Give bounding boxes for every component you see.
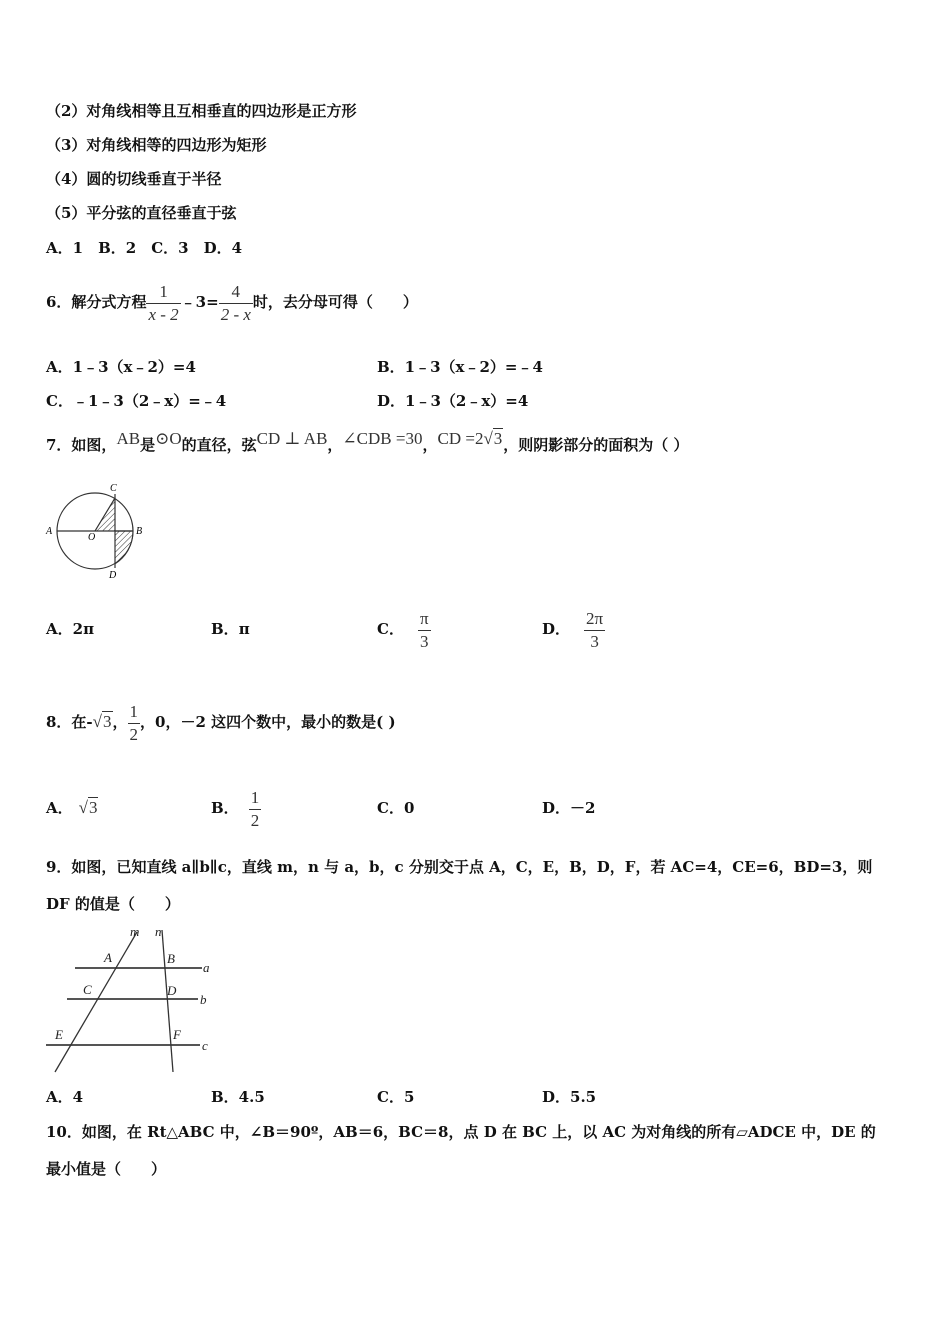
q6-stem bbox=[46, 280, 418, 325]
q8-option-a-label: A． bbox=[46, 799, 73, 817]
q9-label-m: m bbox=[130, 924, 140, 939]
q7-suffix: ，则阴影部分的面积为（ ） bbox=[503, 436, 689, 454]
q9-stem-line-1: 9．如图，已知直线 a∥b∥c，直线 m，n 与 a，b，c 分别交于点 A，C，E，B，D，F，若 AC=4，CE=6，BD=3，则 bbox=[46, 858, 873, 876]
q9-label-line-c: c bbox=[202, 1038, 208, 1053]
q7-option-d-fraction bbox=[584, 609, 605, 652]
q7-stem bbox=[46, 430, 689, 460]
q8-sqrt: √3 bbox=[92, 712, 112, 731]
q7-option-a-label: A． bbox=[46, 620, 73, 638]
q7-option-d-numerator: 2π bbox=[586, 608, 604, 628]
q9-label-line-b: b bbox=[200, 992, 207, 1007]
q7-text-4: ， bbox=[422, 436, 438, 454]
q7-option-b-value: π bbox=[238, 620, 250, 638]
q7-math-ab: AB bbox=[116, 429, 141, 448]
q8-comma: ， bbox=[112, 713, 128, 731]
q9-option-d: D．5.5 bbox=[542, 1088, 597, 1106]
q9-option-b: B．4.5 bbox=[211, 1088, 265, 1106]
q6-fraction-1 bbox=[146, 282, 180, 325]
q8-fraction-denominator: 2 bbox=[129, 724, 139, 744]
q7-option-b bbox=[211, 619, 250, 639]
q9-line-m bbox=[55, 932, 137, 1072]
q6-fraction-2-numerator: 4 bbox=[231, 281, 241, 301]
q7-text-3: ， bbox=[327, 436, 343, 454]
q7-circle-figure bbox=[40, 480, 150, 580]
q8-option-c: C．0 bbox=[377, 799, 415, 817]
q9-label-f-point: F bbox=[173, 1027, 181, 1042]
q7-option-d-denominator: 3 bbox=[584, 630, 605, 652]
q8-option-d: D．－2 bbox=[542, 799, 596, 817]
q8-fraction-numerator: 1 bbox=[129, 701, 139, 721]
q7-option-c bbox=[377, 593, 431, 665]
q7-label-a: A bbox=[46, 526, 53, 537]
q7-option-c-denominator: 3 bbox=[418, 630, 431, 652]
q9-label-c-point: C bbox=[83, 982, 92, 997]
q7-label-o: O bbox=[88, 532, 96, 543]
q7-cd-coefficient: CD =2 bbox=[437, 429, 484, 448]
q8-stem bbox=[46, 690, 396, 754]
q9-label-d-point: D bbox=[167, 983, 177, 998]
q9-label-line-a: a bbox=[203, 960, 210, 975]
q6-fraction-2-denominator: 2 - x bbox=[220, 304, 251, 324]
q8-sqrt-radicand: 3 bbox=[103, 712, 112, 731]
q7-option-c-label: C． bbox=[377, 620, 404, 638]
q7-label-d: D bbox=[109, 570, 117, 580]
q7-sqrt: √3 bbox=[483, 429, 503, 448]
q7-math-perpendicular: CD ⊥ AB bbox=[256, 429, 328, 448]
q5-statement-3: （3）对角线相等的四边形为矩形 bbox=[46, 136, 267, 154]
q6-mid: ﹣3= bbox=[180, 293, 219, 311]
q10-stem-line-2: 最小值是（ ） bbox=[46, 1160, 167, 1178]
q5-statement-5: （5）平分弦的直径垂直于弦 bbox=[46, 204, 237, 222]
q6-prefix: 6．解分式方程 bbox=[46, 293, 147, 311]
q8-option-a-radicand: 3 bbox=[88, 798, 98, 817]
q9-stem-line-2: DF 的值是（ ） bbox=[46, 895, 180, 913]
q9-parallel-lines-figure bbox=[40, 922, 220, 1077]
q5-statement-4: （4）圆的切线垂直于半径 bbox=[46, 170, 222, 188]
q5-statement-2: （2）对角线相等且互相垂直的四边形是正方形 bbox=[46, 102, 357, 120]
q10-stem-line-1: 10．如图，在 Rt△ABC 中，∠B＝90º，AB＝6，BC＝8，点 D 在 BC 上，以 AC 为对角线的所有▱ADCE 中，DE 的 bbox=[46, 1123, 876, 1141]
q9-label-e-point: E bbox=[55, 1027, 63, 1042]
q9-label-n: n bbox=[155, 924, 162, 939]
q6-option-b: B．1﹣3（x﹣2）=﹣4 bbox=[377, 358, 543, 376]
q7-option-c-fraction bbox=[418, 609, 431, 652]
q8-option-b-label: B． bbox=[211, 799, 239, 817]
q7-option-b-label: B． bbox=[211, 620, 239, 638]
q6-fraction-2 bbox=[219, 282, 253, 325]
q6-suffix: 时，去分母可得（ ） bbox=[252, 293, 418, 311]
q9-label-b-point: B bbox=[167, 951, 175, 966]
q9-label-a-point: A bbox=[104, 950, 112, 965]
q6-option-d: D．1﹣3（2﹣x）=4 bbox=[377, 392, 529, 410]
q8-fraction bbox=[128, 702, 141, 745]
q7-shaded-lower bbox=[115, 531, 133, 564]
q6-option-c: C．﹣1﹣3（2﹣x）=﹣4 bbox=[46, 392, 227, 410]
q8-suffix: ，0，－2 这四个数中，最小的数是( ) bbox=[140, 713, 396, 731]
q8-prefix: 8．在- bbox=[46, 713, 93, 731]
q7-option-d-label: D． bbox=[542, 620, 571, 638]
q5-options: A．1 B．2 C．3 D．4 bbox=[46, 239, 243, 257]
q8-option-b bbox=[211, 772, 261, 844]
q7-option-a-value: 2π bbox=[72, 620, 95, 638]
q8-option-a-sqrt: √3 bbox=[78, 798, 98, 817]
q7-sqrt-radicand: 3 bbox=[493, 429, 503, 448]
q7-prefix: 7．如图， bbox=[46, 436, 117, 454]
q7-label-c: C bbox=[110, 483, 117, 494]
q7-text-1: 是 bbox=[140, 436, 156, 454]
q7-text-2: 的直径，弦 bbox=[181, 436, 257, 454]
q7-option-a bbox=[46, 619, 94, 639]
q7-option-d bbox=[542, 593, 605, 665]
q6-option-a: A．1﹣3（x﹣2）=4 bbox=[46, 358, 196, 376]
q6-fraction-1-denominator: x - 2 bbox=[148, 304, 179, 324]
q8-option-b-fraction bbox=[249, 788, 262, 831]
q8-option-b-numerator: 1 bbox=[250, 787, 260, 807]
q9-option-c: C．5 bbox=[377, 1088, 415, 1106]
q6-fraction-1-numerator: 1 bbox=[159, 281, 168, 301]
q8-option-b-denominator: 2 bbox=[250, 810, 260, 830]
q9-option-a: A．4 bbox=[46, 1088, 84, 1106]
q7-math-cd-length bbox=[437, 429, 503, 448]
q7-math-angle: ∠CDB =30 bbox=[342, 429, 423, 448]
q7-label-b: B bbox=[136, 526, 143, 537]
q7-math-circle-o: ⊙O bbox=[155, 429, 182, 448]
q7-option-c-numerator: π bbox=[419, 608, 429, 628]
q8-option-a bbox=[46, 797, 98, 819]
